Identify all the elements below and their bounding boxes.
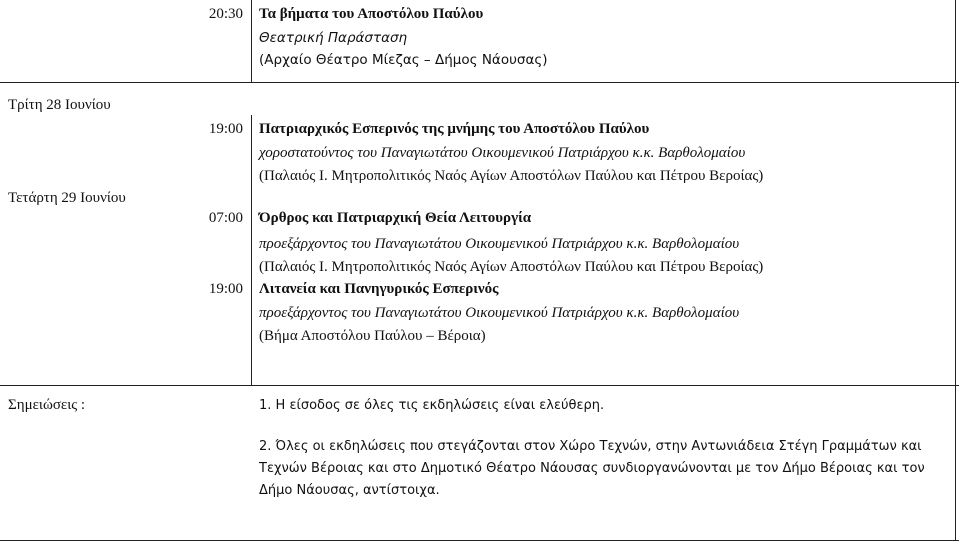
event-location: (Παλαιός Ι. Μητροπολιτικός Ναός Αγίων Αποστόλων Παύλου και Πέτρου Βεροίας) [259, 168, 764, 184]
notes-label: Σημειώσεις : [8, 397, 86, 413]
column-divider-left [251, 115, 252, 385]
event-description: προεξάρχοντος του Παναγιωτάτου Οικουμενικού Πατριάρχου κ.κ. Βαρθολομαίου [259, 305, 740, 321]
event-time: 20:30 [208, 6, 243, 22]
table-row-separator [0, 385, 959, 386]
day-label: Τετάρτη 29 Ιουνίου [8, 190, 126, 206]
event-description: Θεατρική Παράσταση [259, 30, 408, 46]
event-title: Τα βήματα του Αποστόλου Παύλου [259, 6, 484, 22]
note-item: 2. Όλες οι εκδηλώσεις που στεγάζονται στον Χώρο Τεχνών, στην Αντωνιάδεια Στέγη Γραμμάτων και Τεχνών Βέροιας και στο Δημοτικό Θέατρο Νάουσας συνδιοργανώνονται με τον Δήμο Βέροιας και τον Δήμο Νάουσας, αντίστοιχα. [259, 439, 925, 498]
note-item: 1. Η είσοδος σε όλες τις εκδηλώσεις είναι ελεύθερη. [259, 398, 605, 413]
event-location: (Βήμα Αποστόλου Παύλου – Βέροια) [259, 328, 486, 344]
event-description: χοροστατούντος του Παναγιωτάτου Οικουμενικού Πατριάρχου κ.κ. Βαρθολομαίου [259, 145, 746, 161]
day-label: Τρίτη 28 Ιουνίου [8, 97, 111, 113]
event-time: 19:00 [208, 281, 243, 297]
event-title: Λιτανεία και Πανηγυρικός Εσπερινός [259, 281, 499, 297]
event-location: (Αρχαίο Θέατρο Μίεζας – Δήμος Νάουσας) [259, 52, 548, 68]
event-time: 19:00 [208, 121, 243, 137]
event-title: Όρθρος και Πατριαρχική Θεία Λειτουργία [259, 210, 532, 226]
table-row-separator [0, 82, 959, 83]
event-location: (Παλαιός Ι. Μητροπολιτικός Ναός Αγίων Αποστόλων Παύλου και Πέτρου Βεροίας) [259, 259, 764, 275]
table-bottom-border [0, 540, 959, 541]
event-time: 07:00 [208, 210, 243, 226]
column-divider-right [955, 0, 956, 540]
column-divider-left [251, 0, 252, 82]
event-description: προεξάρχοντος του Παναγιωτάτου Οικουμενικού Πατριάρχου κ.κ. Βαρθολομαίου [259, 236, 740, 252]
event-title: Πατριαρχικός Εσπερινός της μνήμης του Αποστόλου Παύλου [259, 121, 650, 137]
